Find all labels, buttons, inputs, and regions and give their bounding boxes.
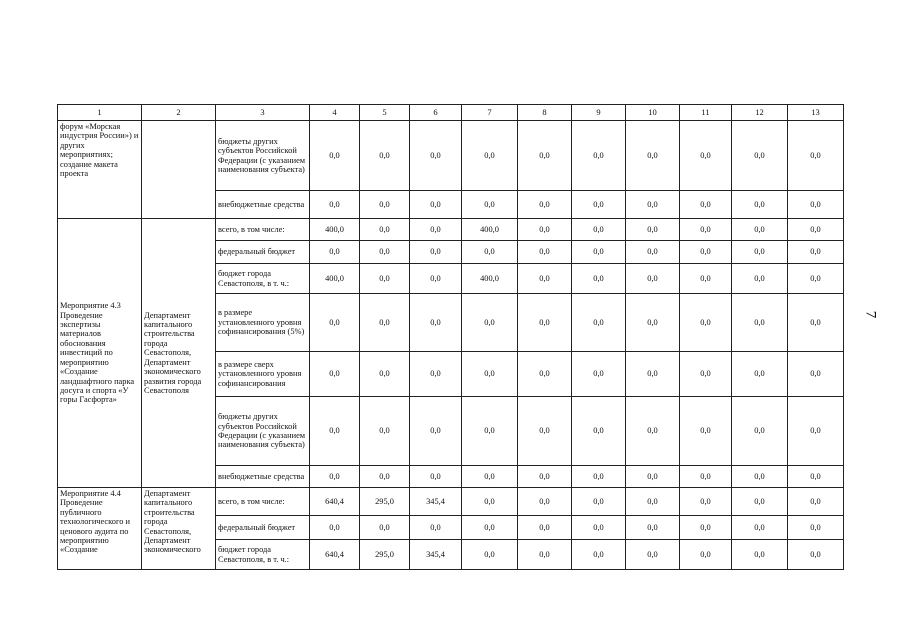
funding-source-cell: бюджет города Севастополя, в т. ч.: — [216, 540, 310, 570]
value-cell: 0,0 — [626, 466, 680, 488]
value-cell: 0,0 — [680, 294, 732, 352]
value-cell: 0,0 — [680, 264, 732, 294]
funding-source-cell: в размере сверх установленного уровня софинансирования — [216, 352, 310, 397]
header-cell: 9 — [572, 105, 626, 121]
value-cell: 0,0 — [626, 516, 680, 540]
value-cell: 0,0 — [572, 397, 626, 466]
value-cell: 0,0 — [360, 397, 410, 466]
header-cell: 3 — [216, 105, 310, 121]
funding-source-cell: внебюджетные средства — [216, 466, 310, 488]
event-name-cell: форум «Морская индустрия России») и других мероприятиях; создание макета проекта — [58, 121, 142, 219]
value-cell: 345,4 — [410, 540, 462, 570]
value-cell: 0,0 — [410, 121, 462, 191]
value-cell: 0,0 — [462, 352, 518, 397]
value-cell: 0,0 — [732, 241, 788, 264]
value-cell: 0,0 — [518, 241, 572, 264]
value-cell: 0,0 — [788, 540, 844, 570]
value-cell: 400,0 — [462, 264, 518, 294]
header-cell: 8 — [518, 105, 572, 121]
value-cell: 0,0 — [518, 516, 572, 540]
header-cell: 1 — [58, 105, 142, 121]
value-cell: 0,0 — [732, 352, 788, 397]
value-cell: 0,0 — [310, 294, 360, 352]
funding-source-cell: всего, в том числе: — [216, 488, 310, 516]
table-row — [58, 219, 844, 241]
value-cell: 0,0 — [462, 540, 518, 570]
value-cell: 0,0 — [626, 352, 680, 397]
value-cell: 295,0 — [360, 488, 410, 516]
value-cell: 0,0 — [788, 516, 844, 540]
value-cell: 0,0 — [572, 540, 626, 570]
value-cell: 0,0 — [518, 191, 572, 219]
value-cell: 0,0 — [626, 294, 680, 352]
value-cell: 0,0 — [788, 466, 844, 488]
value-cell: 0,0 — [680, 191, 732, 219]
value-cell: 0,0 — [360, 466, 410, 488]
value-cell: 0,0 — [360, 352, 410, 397]
value-cell: 0,0 — [626, 219, 680, 241]
event-name-cell: Мероприятие 4.4 Проведение публичного технологического и ценового аудита по мероприятию «Создание — [58, 488, 142, 570]
value-cell: 0,0 — [462, 466, 518, 488]
value-cell: 0,0 — [572, 294, 626, 352]
value-cell: 0,0 — [518, 466, 572, 488]
value-cell: 0,0 — [788, 488, 844, 516]
value-cell: 0,0 — [732, 191, 788, 219]
executor-cell — [142, 121, 216, 219]
value-cell: 0,0 — [680, 488, 732, 516]
value-cell: 0,0 — [310, 352, 360, 397]
header-cell: 7 — [462, 105, 518, 121]
value-cell: 0,0 — [462, 191, 518, 219]
executor-cell: Департамент капитального строительства города Севастополя, Департамент экономического развития города Севастополя — [142, 219, 216, 488]
value-cell: 0,0 — [732, 466, 788, 488]
value-cell: 0,0 — [572, 264, 626, 294]
value-cell: 640,4 — [310, 488, 360, 516]
header-cell: 12 — [732, 105, 788, 121]
value-cell: 0,0 — [788, 191, 844, 219]
value-cell: 0,0 — [462, 516, 518, 540]
value-cell: 0,0 — [410, 466, 462, 488]
value-cell: 0,0 — [680, 466, 732, 488]
value-cell: 0,0 — [310, 466, 360, 488]
value-cell: 0,0 — [732, 397, 788, 466]
value-cell: 0,0 — [518, 219, 572, 241]
funding-source-cell: бюджеты других субъектов Российской Федерации (с указанием наименования субъекта) — [216, 121, 310, 191]
funding-source-cell: всего, в том числе: — [216, 219, 310, 241]
value-cell: 0,0 — [360, 191, 410, 219]
table-row — [58, 488, 844, 516]
value-cell: 0,0 — [788, 294, 844, 352]
header-cell: 4 — [310, 105, 360, 121]
value-cell: 0,0 — [462, 488, 518, 516]
funding-source-cell: федеральный бюджет — [216, 241, 310, 264]
funding-source-cell: внебюджетные средства — [216, 191, 310, 219]
value-cell: 0,0 — [360, 294, 410, 352]
value-cell: 0,0 — [572, 488, 626, 516]
page-number: 7 — [862, 310, 879, 319]
value-cell: 0,0 — [626, 264, 680, 294]
value-cell: 0,0 — [732, 488, 788, 516]
header-row — [58, 105, 844, 121]
value-cell: 0,0 — [518, 264, 572, 294]
value-cell: 0,0 — [788, 121, 844, 191]
header-cell: 6 — [410, 105, 462, 121]
header-cell: 10 — [626, 105, 680, 121]
value-cell: 0,0 — [310, 121, 360, 191]
value-cell: 0,0 — [410, 219, 462, 241]
value-cell: 0,0 — [788, 264, 844, 294]
value-cell: 0,0 — [626, 241, 680, 264]
budget-table — [57, 104, 844, 570]
value-cell: 0,0 — [626, 540, 680, 570]
value-cell: 0,0 — [310, 241, 360, 264]
value-cell: 0,0 — [572, 241, 626, 264]
value-cell: 400,0 — [462, 219, 518, 241]
value-cell: 400,0 — [310, 264, 360, 294]
value-cell: 0,0 — [410, 241, 462, 264]
value-cell: 0,0 — [680, 397, 732, 466]
value-cell: 0,0 — [518, 397, 572, 466]
value-cell: 0,0 — [518, 488, 572, 516]
value-cell: 0,0 — [680, 121, 732, 191]
value-cell: 0,0 — [462, 121, 518, 191]
value-cell: 0,0 — [572, 191, 626, 219]
value-cell: 0,0 — [732, 294, 788, 352]
value-cell: 0,0 — [788, 397, 844, 466]
value-cell: 0,0 — [410, 294, 462, 352]
value-cell: 0,0 — [360, 264, 410, 294]
header-cell: 2 — [142, 105, 216, 121]
value-cell: 0,0 — [732, 540, 788, 570]
value-cell: 640,4 — [310, 540, 360, 570]
value-cell: 0,0 — [410, 397, 462, 466]
value-cell: 0,0 — [626, 191, 680, 219]
funding-source-cell: федеральный бюджет — [216, 516, 310, 540]
value-cell: 0,0 — [462, 241, 518, 264]
value-cell: 0,0 — [518, 121, 572, 191]
value-cell: 0,0 — [410, 516, 462, 540]
value-cell: 0,0 — [360, 121, 410, 191]
executor-cell: Департамент капитального строительства города Севастополя, Департамент экономического — [142, 488, 216, 570]
value-cell: 0,0 — [788, 352, 844, 397]
value-cell: 0,0 — [360, 241, 410, 264]
value-cell: 400,0 — [310, 219, 360, 241]
value-cell: 0,0 — [572, 516, 626, 540]
header-cell: 13 — [788, 105, 844, 121]
value-cell: 0,0 — [310, 191, 360, 219]
value-cell: 0,0 — [680, 352, 732, 397]
value-cell: 0,0 — [626, 121, 680, 191]
value-cell: 0,0 — [732, 516, 788, 540]
value-cell: 0,0 — [310, 397, 360, 466]
value-cell: 0,0 — [680, 241, 732, 264]
value-cell: 0,0 — [680, 516, 732, 540]
value-cell: 295,0 — [360, 540, 410, 570]
value-cell: 0,0 — [680, 540, 732, 570]
value-cell: 0,0 — [518, 294, 572, 352]
value-cell: 0,0 — [572, 219, 626, 241]
header-cell: 5 — [360, 105, 410, 121]
table-row — [58, 121, 844, 191]
value-cell: 0,0 — [626, 488, 680, 516]
funding-source-cell: бюджет города Севастополя, в т. ч.: — [216, 264, 310, 294]
value-cell: 0,0 — [626, 397, 680, 466]
value-cell: 0,0 — [788, 241, 844, 264]
value-cell: 0,0 — [680, 219, 732, 241]
value-cell: 0,0 — [732, 121, 788, 191]
event-name-cell: Мероприятие 4.3 Проведение экспертизы материалов обоснования инвестиций по мероприятию «Создание ландшафтного парка досуга и спорта «У горы Гасфорта» — [58, 219, 142, 488]
value-cell: 0,0 — [360, 516, 410, 540]
value-cell: 0,0 — [410, 191, 462, 219]
value-cell: 0,0 — [732, 264, 788, 294]
header-cell: 11 — [680, 105, 732, 121]
funding-source-cell: бюджеты других субъектов Российской Федерации (с указанием наименования субъекта) — [216, 397, 310, 466]
value-cell: 0,0 — [410, 264, 462, 294]
value-cell: 0,0 — [732, 219, 788, 241]
value-cell: 0,0 — [462, 294, 518, 352]
value-cell: 0,0 — [518, 352, 572, 397]
value-cell: 0,0 — [572, 352, 626, 397]
funding-source-cell: в размере установленного уровня софинансирования (5%) — [216, 294, 310, 352]
value-cell: 0,0 — [518, 540, 572, 570]
value-cell: 0,0 — [572, 121, 626, 191]
value-cell: 0,0 — [462, 397, 518, 466]
value-cell: 0,0 — [788, 219, 844, 241]
value-cell: 0,0 — [572, 466, 626, 488]
value-cell: 345,4 — [410, 488, 462, 516]
value-cell: 0,0 — [310, 516, 360, 540]
value-cell: 0,0 — [360, 219, 410, 241]
value-cell: 0,0 — [410, 352, 462, 397]
